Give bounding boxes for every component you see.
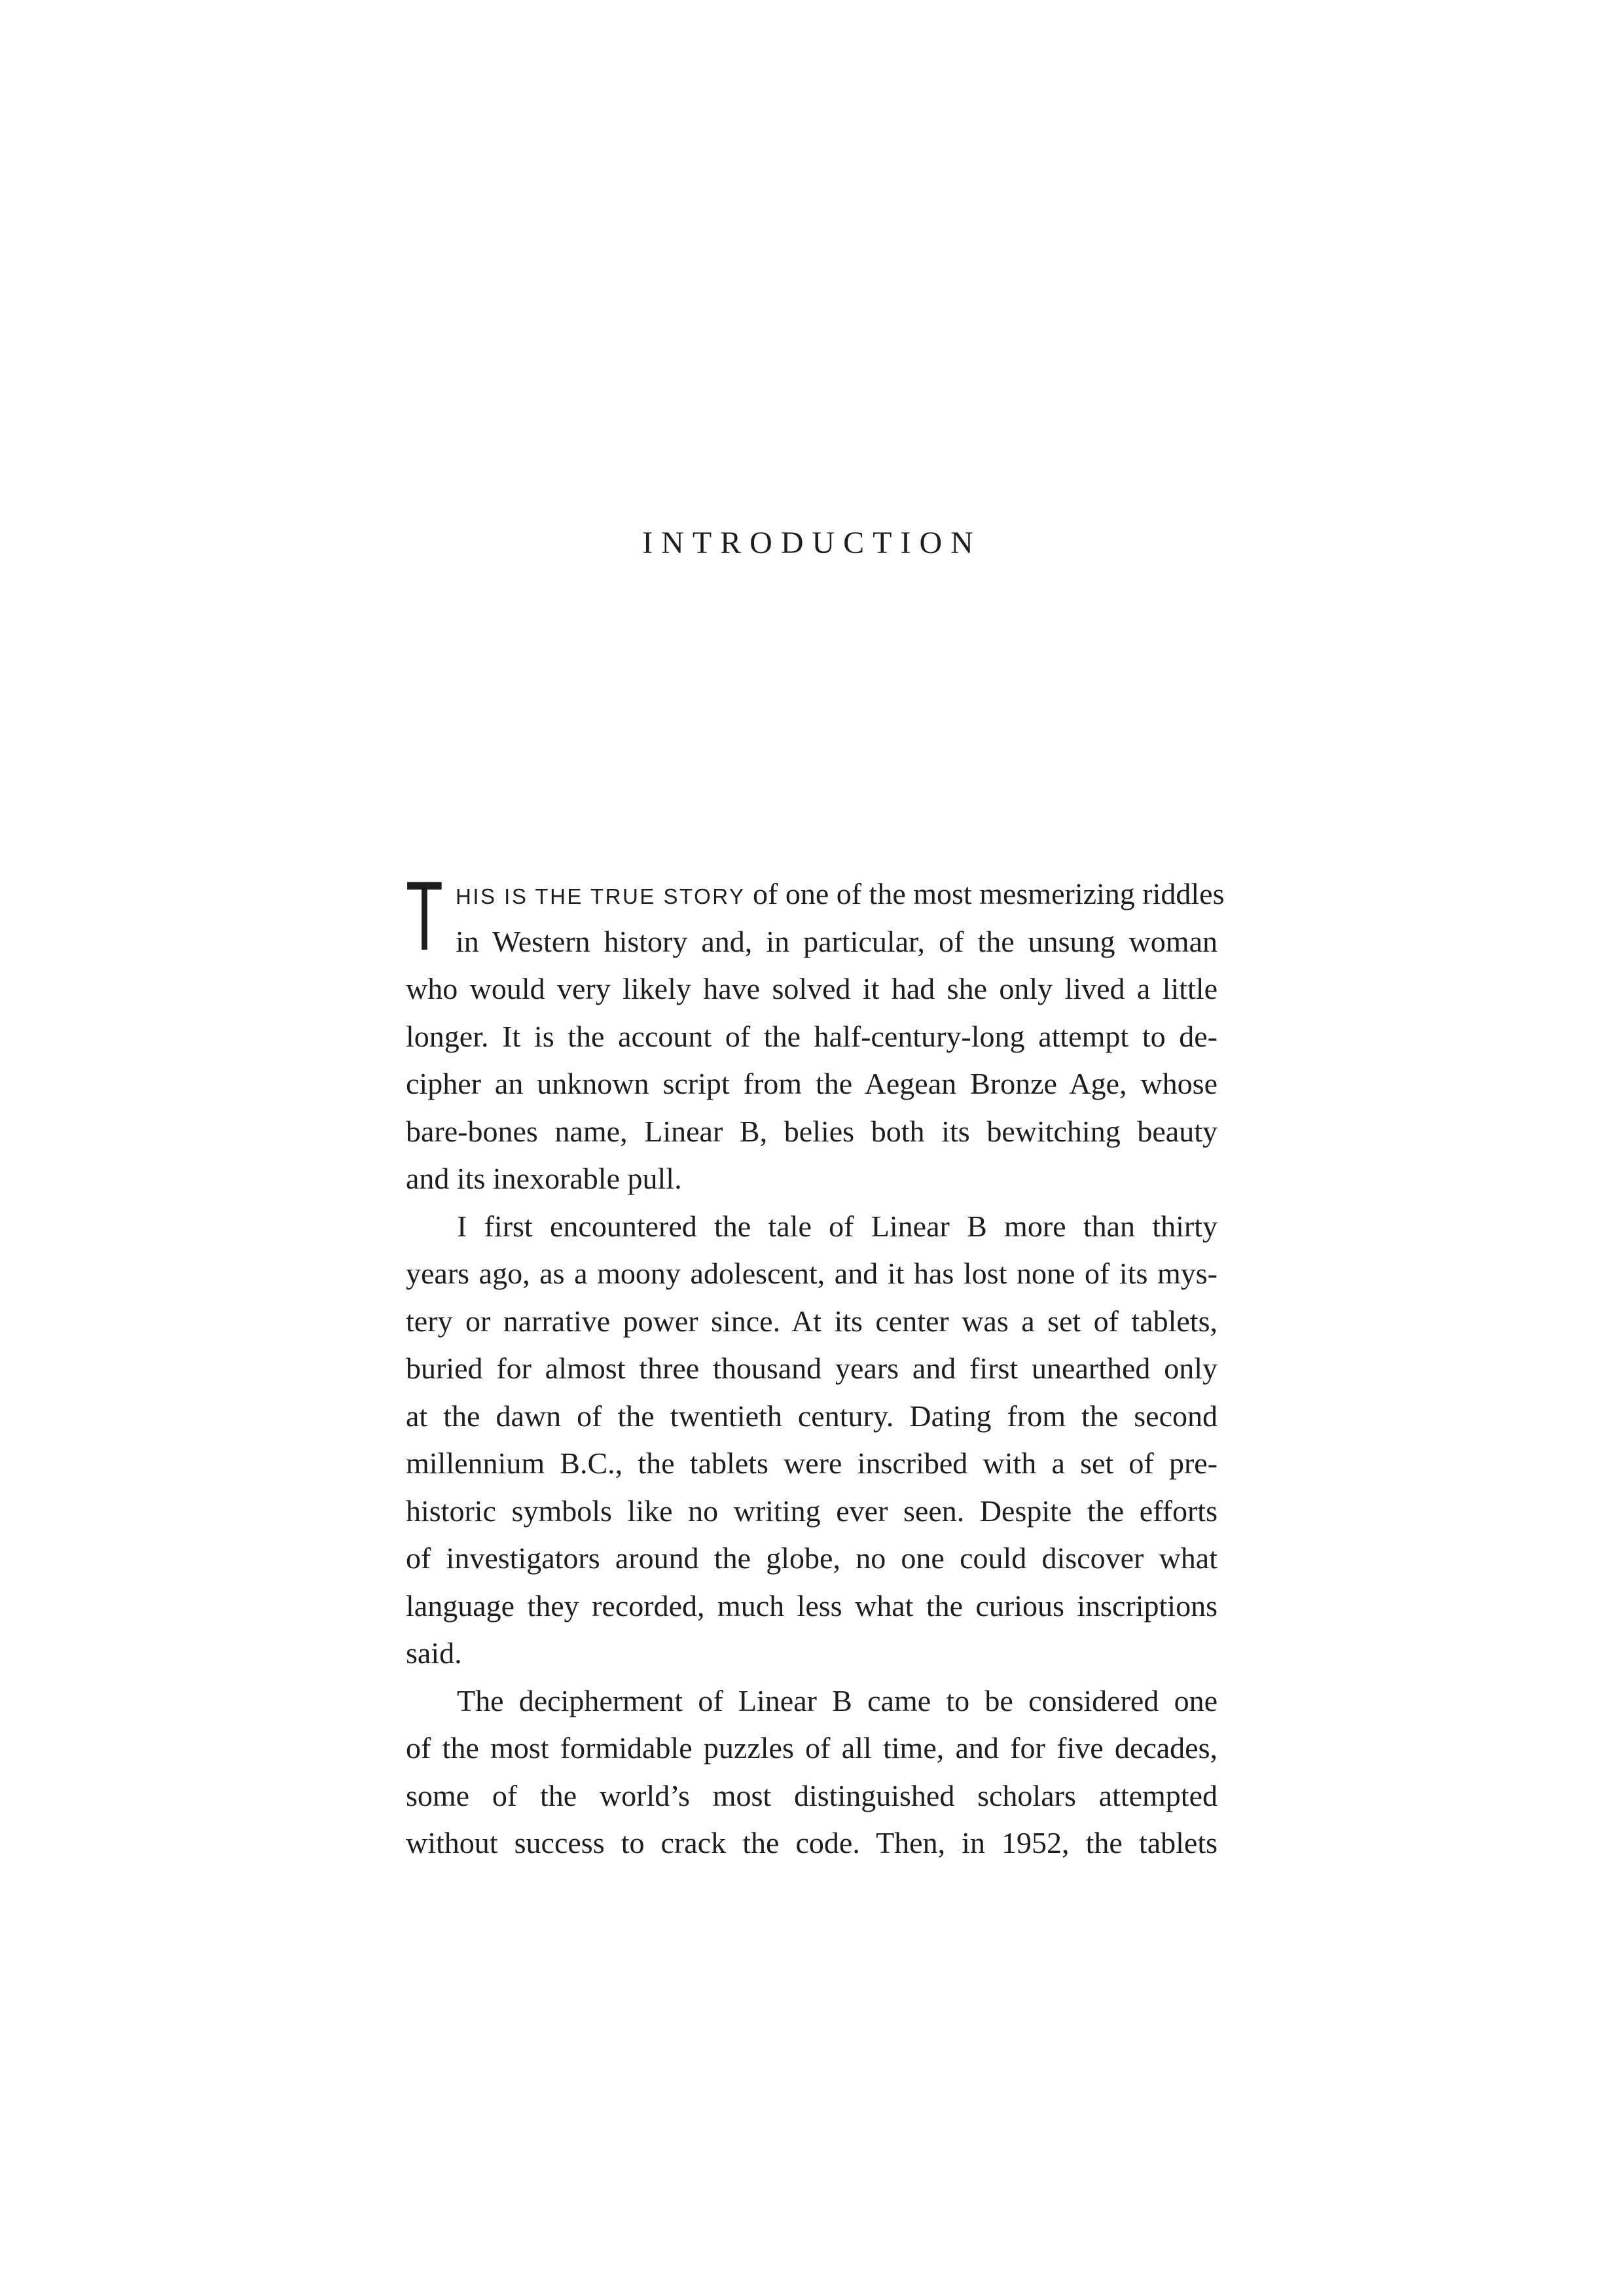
- text-line: bare-bones name, Linear B, belies both its bewitching beauty: [406, 1114, 1218, 1148]
- text-line: who would very likely have solved it had she only lived a little: [406, 972, 1218, 1005]
- text-line: [406, 870, 1225, 918]
- text-line: of investigators around the globe, no one could discover what: [406, 1541, 1218, 1575]
- text-line: tery or narrative power since. At its center was a set of tablets,: [406, 1304, 1218, 1338]
- text-line: said.: [406, 1636, 462, 1670]
- text-line: cipher an unknown script from the Aegean Bronze Age, whose: [406, 1067, 1218, 1100]
- text-line-content: of one of the most mesmerizing riddles: [745, 877, 1225, 910]
- chapter-title: INTRODUCTION: [642, 526, 982, 560]
- text-line: historic symbols like no writing ever seen. Despite the efforts: [406, 1494, 1218, 1528]
- drop-cap: T: [406, 861, 443, 971]
- text-line: in Western history and, in particular, of the unsung woman: [456, 924, 1218, 958]
- text-line: and its inexorable pull.: [406, 1162, 682, 1195]
- text-line: without success to crack the code. Then, in 1952, the tablets: [406, 1826, 1218, 1859]
- third-paragraph: [406, 1677, 1218, 1867]
- text-line: buried for almost three thousand years and first unearthed only: [406, 1352, 1218, 1385]
- text-line: The decipherment of Linear B came to be considered one: [457, 1683, 1218, 1717]
- text-line: of the most formidable puzzles of all time, and for five decades,: [406, 1731, 1218, 1765]
- text-line: years ago, as a moony adolescent, and it has lost none of its mys-: [406, 1257, 1218, 1290]
- text-line: at the dawn of the twentieth century. Dating from the second: [406, 1399, 1218, 1433]
- second-paragraph: [406, 1203, 1218, 1677]
- text-line: some of the world’s most distinguished scholars attempted: [406, 1778, 1218, 1812]
- text-line: millennium B.C., the tablets were inscribed with a set of pre-: [406, 1446, 1218, 1480]
- text-line: language they recorded, much less what the curious inscriptions: [406, 1588, 1218, 1623]
- opening-paragraph: [406, 861, 1225, 1203]
- body-text: [406, 861, 1225, 1867]
- lead-small-caps: HIS IS THE TRUE STORY: [456, 884, 746, 908]
- text-line: I first encountered the tale of Linear B more than thirty: [457, 1209, 1218, 1243]
- text-line: longer. It is the account of the half-century-long attempt to de-: [406, 1019, 1218, 1053]
